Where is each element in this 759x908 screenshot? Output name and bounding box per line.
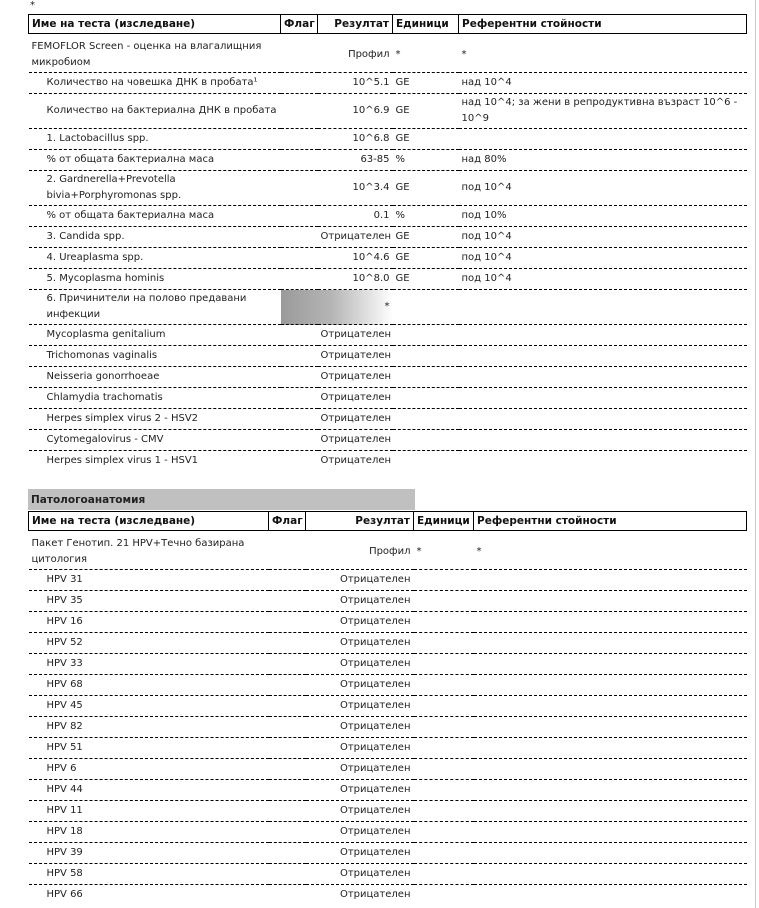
flag-cell: [281, 325, 318, 346]
header-reference: Референтни стойности: [474, 512, 747, 531]
result-cell: Отрицателен: [306, 864, 414, 885]
reference-cell: [474, 801, 747, 822]
result-cell: Отрицателен: [318, 430, 393, 451]
table-row: [29, 227, 747, 248]
table-row: [29, 409, 747, 430]
reference-cell: [474, 759, 747, 780]
reference-cell: [474, 717, 747, 738]
table-row: [29, 325, 747, 346]
units-cell: [393, 451, 459, 472]
reference-cell: [474, 864, 747, 885]
flag-cell: [269, 822, 306, 843]
units-cell: [393, 346, 459, 367]
table-row: [29, 843, 747, 864]
test-name-cell: HPV 16: [29, 612, 269, 633]
flag-cell: [281, 206, 318, 227]
table-row: [29, 759, 747, 780]
units-cell: GE: [393, 227, 459, 248]
units-cell: [414, 885, 474, 906]
flag-cell: [281, 248, 318, 269]
reference-cell: *: [459, 38, 747, 73]
test-name-cell: Mycoplasma genitalium: [29, 325, 281, 346]
page-right-border: [755, 0, 756, 908]
units-cell: [414, 633, 474, 654]
units-cell: [414, 675, 474, 696]
flag-cell: [269, 591, 306, 612]
units-cell: %: [393, 206, 459, 227]
result-cell: Отрицателен: [306, 633, 414, 654]
result-cell: Отрицателен: [318, 346, 393, 367]
table-header-row: [29, 512, 747, 531]
reference-cell: [474, 612, 747, 633]
test-name-cell: HPV 44: [29, 780, 269, 801]
flag-cell: [281, 388, 318, 409]
reference-cell: [459, 430, 747, 451]
result-cell: Отрицателен: [306, 843, 414, 864]
reference-cell: [459, 451, 747, 472]
test-name-cell: HPV 6: [29, 759, 269, 780]
table-row: [29, 367, 747, 388]
units-cell: [414, 612, 474, 633]
flag-cell: [281, 129, 318, 150]
header-units: Единици: [414, 512, 474, 531]
units-cell: GE: [393, 94, 459, 129]
section-title-pathology: Патологоанатомия: [28, 489, 415, 510]
test-name-cell: HPV 68: [29, 675, 269, 696]
test-name-cell: 3. Candida spp.: [29, 227, 281, 248]
table-row: [29, 206, 747, 227]
test-name-cell: HPV 35: [29, 591, 269, 612]
flag-cell: [269, 759, 306, 780]
reference-cell: [474, 696, 747, 717]
table-row: [29, 451, 747, 472]
units-cell: [414, 780, 474, 801]
header-result: Резултат: [318, 15, 393, 34]
header-reference: Референтни стойности: [459, 15, 747, 34]
reference-cell: [459, 129, 747, 150]
reference-cell: [474, 843, 747, 864]
reference-cell: под 10^4: [459, 269, 747, 290]
table-row: [29, 633, 747, 654]
table-row: [29, 269, 747, 290]
result-cell: Отрицателен: [318, 367, 393, 388]
test-name-cell: 1. Lactobacillus spp.: [29, 129, 281, 150]
result-cell: Отрицателен: [306, 780, 414, 801]
table-row: [29, 94, 747, 129]
flag-cell: [269, 675, 306, 696]
result-cell: 10^4.6: [318, 248, 393, 269]
flag-cell: [281, 94, 318, 129]
flag-cell: [269, 780, 306, 801]
test-name-cell: Neisseria gonorrhoeae: [29, 367, 281, 388]
table-row: [29, 675, 747, 696]
result-cell: Отрицателен: [306, 612, 414, 633]
units-cell: GE: [393, 171, 459, 206]
result-cell: Отрицателен: [318, 409, 393, 430]
results-table-microbiome: [28, 14, 747, 471]
flag-cell: [281, 367, 318, 388]
units-cell: [414, 696, 474, 717]
result-cell: Отрицателен: [306, 801, 414, 822]
flag-cell: [281, 346, 318, 367]
test-name-cell: % от общата бактериална маса: [29, 150, 281, 171]
result-cell: Отрицателен: [306, 717, 414, 738]
units-cell: [414, 654, 474, 675]
units-cell: [393, 388, 459, 409]
result-cell: Отрицателен: [306, 675, 414, 696]
reference-cell: *: [474, 535, 747, 570]
test-name-cell: Количество на човешка ДНК в пробата¹: [29, 73, 281, 94]
units-cell: [393, 409, 459, 430]
reference-cell: [459, 325, 747, 346]
table-row: [29, 696, 747, 717]
flag-cell: [269, 801, 306, 822]
reference-cell: [474, 675, 747, 696]
result-cell: Отрицателен: [306, 759, 414, 780]
table-row: [29, 801, 747, 822]
reference-cell: [459, 367, 747, 388]
table-row: [29, 73, 747, 94]
top-marker: *: [30, 0, 35, 11]
test-name-cell: % от общата бактериална маса: [29, 206, 281, 227]
flag-cell: [281, 451, 318, 472]
table-row: [29, 346, 747, 367]
reference-cell: над 10^4: [459, 73, 747, 94]
table-row: [29, 780, 747, 801]
table-row: [29, 885, 747, 906]
reference-cell: под 10%: [459, 206, 747, 227]
units-cell: [393, 430, 459, 451]
result-cell: Отрицателен: [306, 591, 414, 612]
test-name-cell: HPV 58: [29, 864, 269, 885]
test-name-cell: HPV 33: [29, 654, 269, 675]
table-row: [29, 738, 747, 759]
flag-cell: [281, 150, 318, 171]
flag-cell: [269, 612, 306, 633]
test-name-cell: FEMOFLOR Screen - оценка на влагалищния микробиом: [29, 38, 281, 73]
units-cell: [393, 290, 459, 325]
test-name-cell: Cytomegalovirus - CMV: [29, 430, 281, 451]
table-row: [29, 129, 747, 150]
header-flag: Флаг: [281, 15, 318, 34]
test-name-cell: 4. Ureaplasma spp.: [29, 248, 281, 269]
table-row: [29, 864, 747, 885]
test-name-cell: 6. Причинители на полово предавани инфекции: [29, 290, 281, 325]
reference-cell: [474, 654, 747, 675]
result-cell: 10^3.4: [318, 171, 393, 206]
reference-cell: [474, 738, 747, 759]
result-cell: Отрицателен: [318, 388, 393, 409]
table-row: [29, 591, 747, 612]
units-cell: [393, 367, 459, 388]
result-cell: Отрицателен: [306, 822, 414, 843]
flag-cell: [281, 38, 318, 73]
units-cell: [414, 591, 474, 612]
reference-cell: [474, 591, 747, 612]
flag-cell: [281, 171, 318, 206]
reference-cell: под 10^4: [459, 171, 747, 206]
test-name-cell: Trichomonas vaginalis: [29, 346, 281, 367]
units-cell: GE: [393, 129, 459, 150]
units-cell: [414, 864, 474, 885]
reference-cell: [459, 388, 747, 409]
flag-cell: [269, 654, 306, 675]
reference-cell: [474, 822, 747, 843]
result-cell: 10^8.0: [318, 269, 393, 290]
header-units: Единици: [393, 15, 459, 34]
result-cell: 63-85: [318, 150, 393, 171]
units-cell: [393, 325, 459, 346]
flag-cell: [269, 570, 306, 591]
test-name-cell: HPV 82: [29, 717, 269, 738]
reference-cell: [474, 885, 747, 906]
reference-cell: под 10^4: [459, 248, 747, 269]
table-header-row: [29, 15, 747, 34]
test-name-cell: HPV 51: [29, 738, 269, 759]
reference-cell: [474, 633, 747, 654]
header-test-name: Име на теста (изследване): [29, 512, 269, 531]
header-test-name: Име на теста (изследване): [29, 15, 281, 34]
table-row: [29, 654, 747, 675]
result-cell: 10^6.9: [318, 94, 393, 129]
result-cell: Профил: [306, 535, 414, 570]
table-row: [29, 430, 747, 451]
flag-cell: [269, 717, 306, 738]
result-cell: 10^6.8: [318, 129, 393, 150]
reference-cell: [459, 409, 747, 430]
table-row: [29, 612, 747, 633]
test-name-cell: Количество на бактериална ДНК в пробата: [29, 94, 281, 129]
test-name-cell: HPV 45: [29, 696, 269, 717]
units-cell: *: [393, 38, 459, 73]
header-result: Резултат: [306, 512, 414, 531]
flag-cell: [269, 535, 306, 570]
reference-cell: [459, 346, 747, 367]
units-cell: [414, 717, 474, 738]
result-cell: Отрицателен: [306, 654, 414, 675]
result-cell: Отрицателен: [339, 889, 411, 900]
reference-cell: [459, 290, 747, 325]
table-row: [29, 570, 747, 591]
result-cell: 10^5.1: [318, 73, 393, 94]
table-row: [29, 822, 747, 843]
test-name-cell: HPV 52: [29, 633, 269, 654]
test-name-cell: HPV 66: [46, 889, 83, 900]
units-cell: [414, 570, 474, 591]
test-name-cell: HPV 39: [29, 843, 269, 864]
table-row: [29, 171, 747, 206]
table-row: [29, 535, 747, 570]
result-cell: Отрицателен: [318, 325, 393, 346]
reference-cell: под 10^4: [459, 227, 747, 248]
flag-cell: [269, 885, 306, 906]
table-row: [29, 388, 747, 409]
test-name-cell: 2. Gardnerella+Prevotella bivia+Porphyromonas spp.: [29, 171, 281, 206]
units-cell: GE: [393, 269, 459, 290]
result-cell: Отрицателен: [320, 455, 392, 466]
test-name-cell: 5. Mycoplasma hominis: [29, 269, 281, 290]
test-name-cell: Herpes simplex virus 2 - HSV2: [29, 409, 281, 430]
table-row: [29, 38, 747, 73]
results-table-pathology: [28, 511, 747, 905]
result-cell: Отрицателен: [318, 227, 393, 248]
reference-cell: [474, 570, 747, 591]
flag-cell: [269, 864, 306, 885]
units-cell: [414, 759, 474, 780]
table-row: [29, 717, 747, 738]
flag-cell: [281, 73, 318, 94]
flag-cell: [269, 843, 306, 864]
result-cell: 0.1: [318, 206, 393, 227]
units-cell: [414, 843, 474, 864]
test-name-cell: Chlamydia trachomatis: [29, 388, 281, 409]
flag-cell: [269, 738, 306, 759]
result-cell: Профил: [318, 38, 393, 73]
flag-cell: [281, 269, 318, 290]
flag-cell: [281, 227, 318, 248]
flag-cell: [269, 633, 306, 654]
header-flag: Флаг: [269, 512, 306, 531]
test-name-cell: HPV 18: [29, 822, 269, 843]
table-row: [29, 290, 747, 325]
units-cell: [414, 801, 474, 822]
result-cell: *: [281, 290, 393, 325]
test-name-cell: HPV 11: [29, 801, 269, 822]
flag-cell: [269, 696, 306, 717]
units-cell: GE: [393, 73, 459, 94]
units-cell: *: [414, 535, 474, 570]
flag-cell: [281, 409, 318, 430]
units-cell: %: [393, 150, 459, 171]
test-name-cell: HPV 31: [29, 570, 269, 591]
test-name-cell: Herpes simplex virus 1 - HSV1: [46, 455, 199, 466]
table-row: [29, 150, 747, 171]
test-name-cell: Пакет Генотип. 21 HPV+Течно базирана цитология: [29, 535, 269, 570]
units-cell: GE: [393, 248, 459, 269]
units-cell: [414, 822, 474, 843]
result-cell: Отрицателен: [306, 738, 414, 759]
flag-cell: [281, 430, 318, 451]
units-cell: [414, 738, 474, 759]
table-row: [29, 248, 747, 269]
result-cell: Отрицателен: [306, 696, 414, 717]
reference-cell: [474, 780, 747, 801]
reference-cell: над 80%: [459, 150, 747, 171]
result-cell: Отрицателен: [306, 570, 414, 591]
reference-cell: над 10^4; за жени в репродуктивна възраст 10^6 - 10^9: [459, 94, 747, 129]
